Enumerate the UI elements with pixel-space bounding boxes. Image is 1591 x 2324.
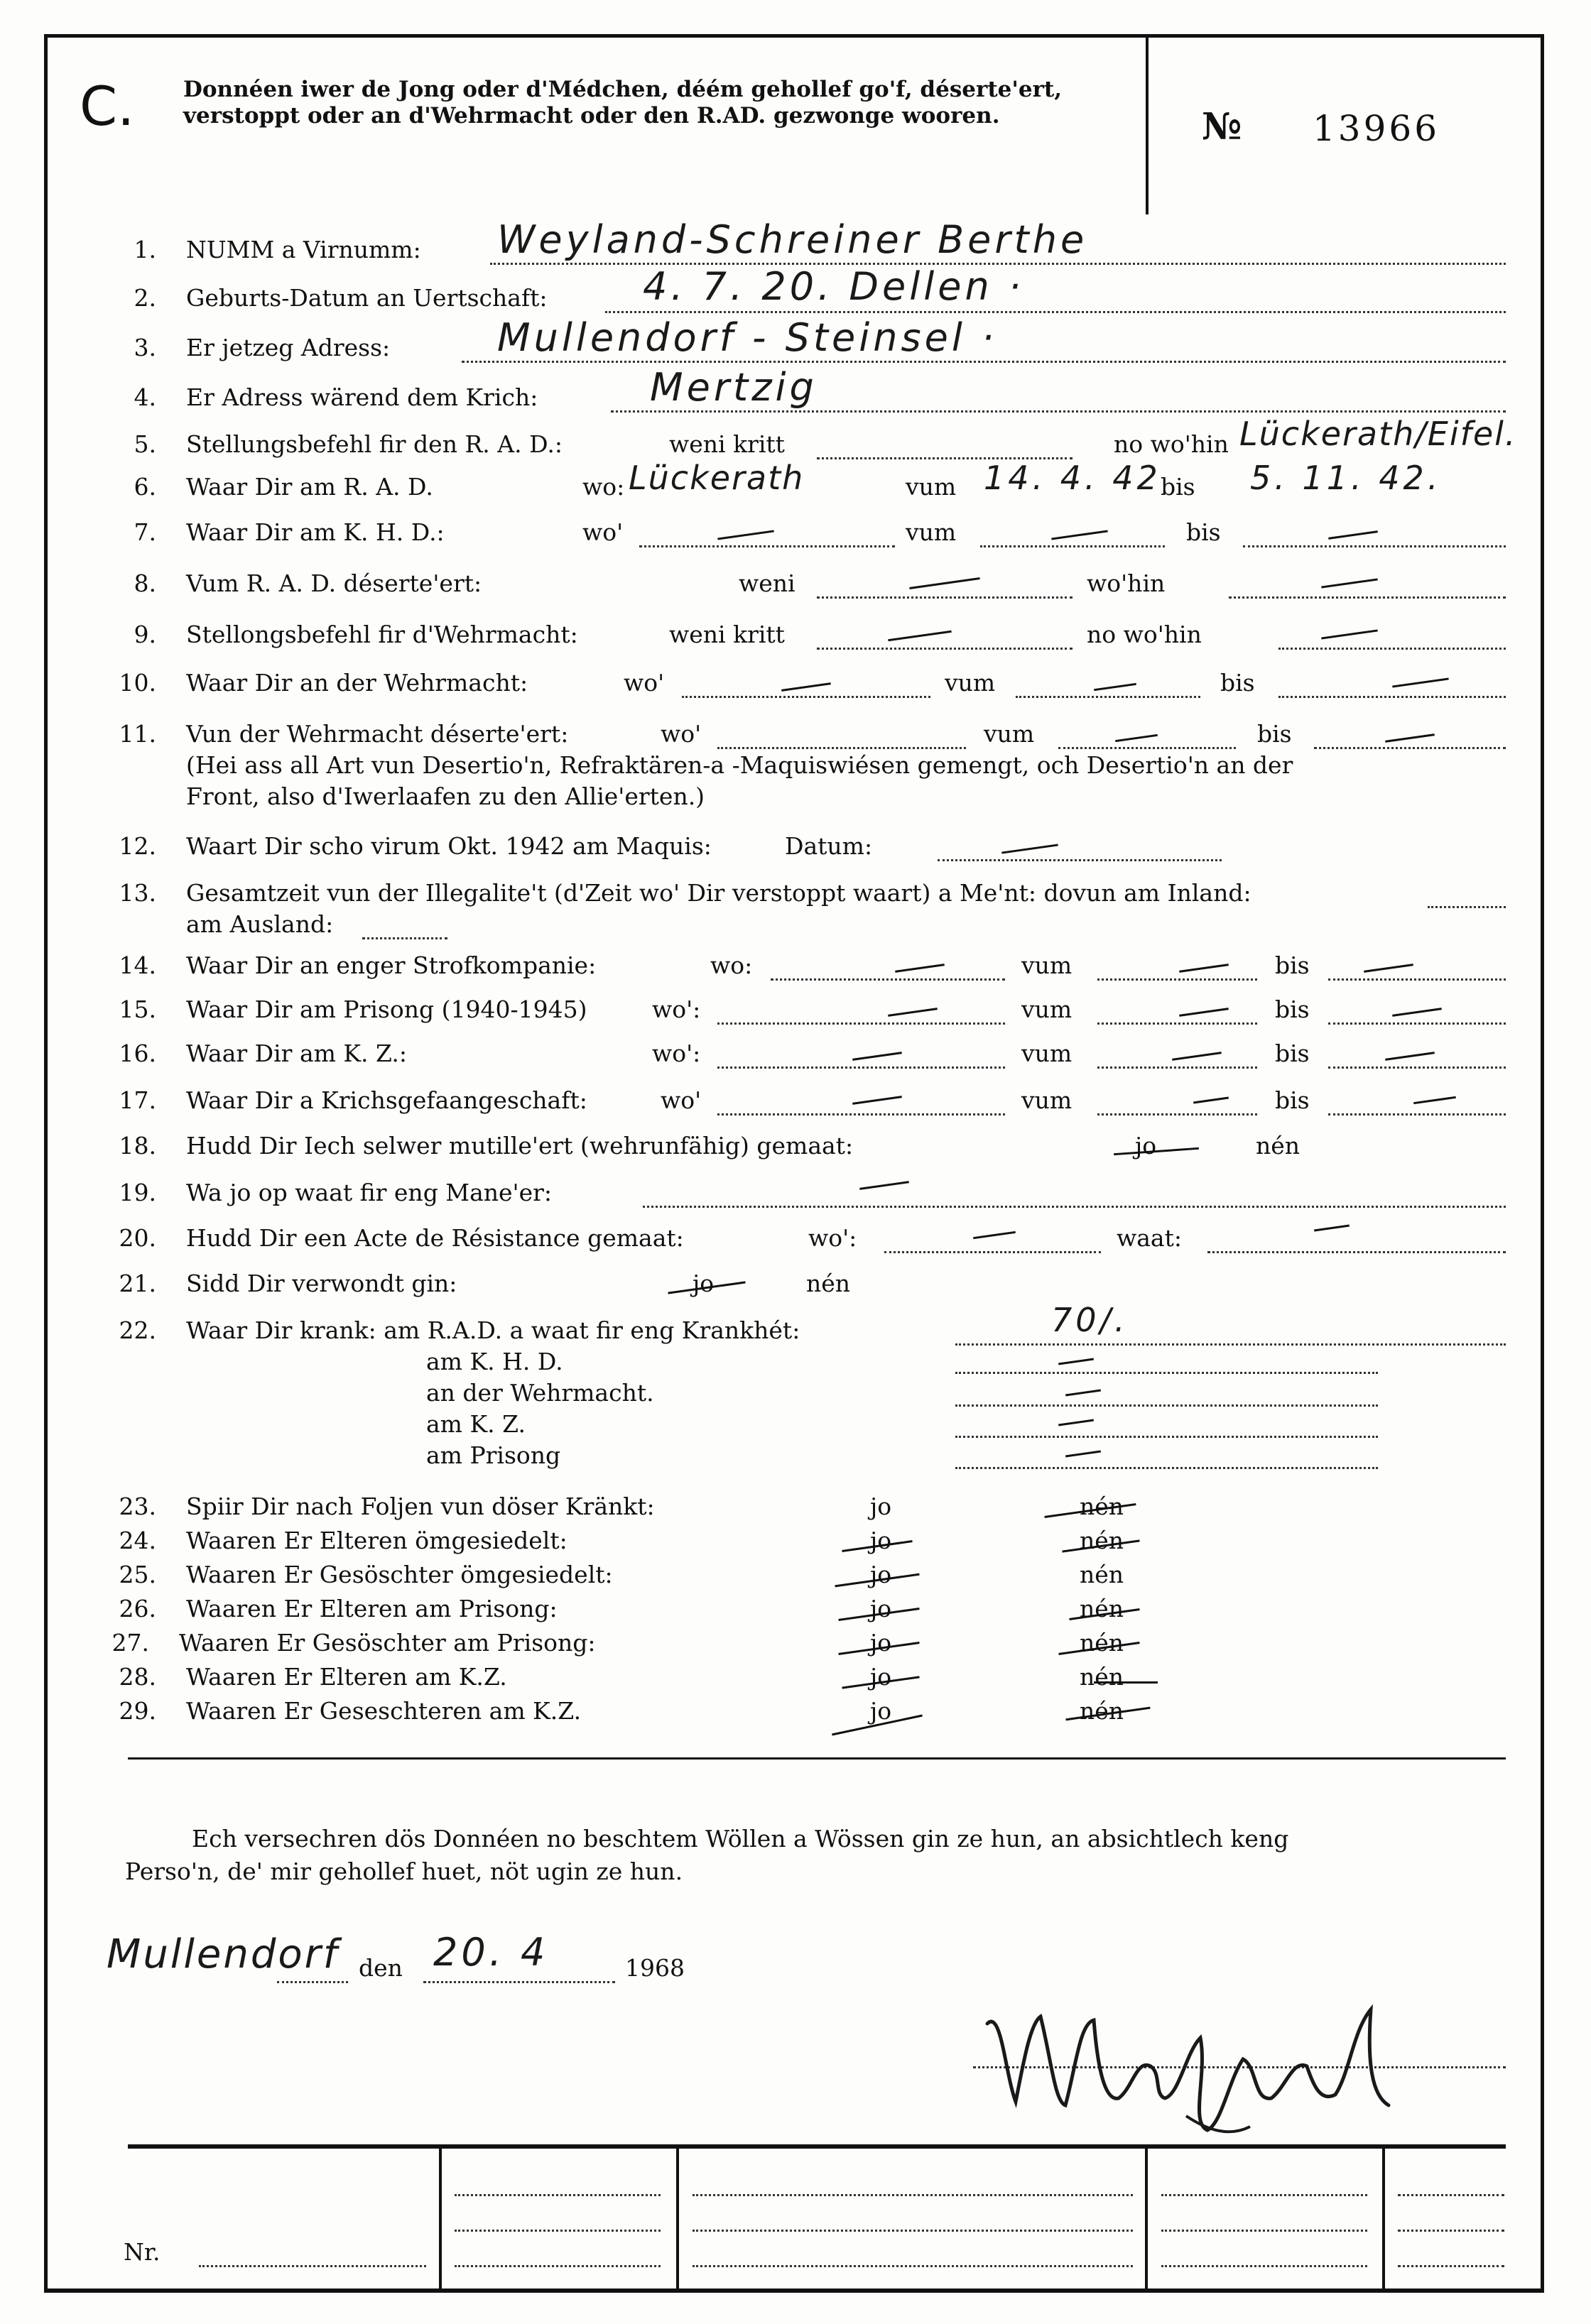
row-number: 3. [134, 334, 156, 361]
address-value[interactable]: Mullendorf - Steinsel · [497, 315, 998, 360]
jo-option[interactable]: jo [870, 1527, 892, 1554]
field-line [1229, 596, 1506, 599]
field-line [1097, 1022, 1257, 1025]
field-line [1097, 1066, 1257, 1069]
row-number: 14. [119, 951, 156, 979]
wo-label: wo': [652, 1040, 701, 1067]
footer-field [1398, 2230, 1504, 2232]
vum-label: vum [1021, 951, 1073, 979]
year-value: 1968 [625, 1954, 685, 1982]
weni-label: weni kritt [669, 430, 785, 458]
field-line [817, 648, 1073, 650]
field-line [1328, 1066, 1506, 1069]
label-elteren-omgesiedelt: Waaren Er Elteren ömgesiedelt: [186, 1527, 568, 1554]
wo-label: wo': [652, 995, 701, 1023]
sub-kz: am K. Z. [426, 1410, 526, 1438]
field-line [1328, 1113, 1506, 1115]
nen-option[interactable]: nén [1080, 1595, 1124, 1622]
wohin-value[interactable]: Lückerath/Eifel. [1239, 415, 1517, 453]
row-number: 13. [119, 879, 156, 907]
form-number: 13966 [1313, 108, 1440, 149]
wo-label: wo': [808, 1224, 857, 1252]
row-number: 29. [119, 1697, 156, 1725]
field-line [639, 545, 895, 547]
field-line [1328, 978, 1506, 981]
row-number: 20. [119, 1224, 156, 1252]
sub-prisong: am Prisong [426, 1441, 561, 1469]
row-number: 5. [134, 430, 156, 458]
field-line [362, 937, 447, 939]
label-rad: Waar Dir am R. A. D. [186, 473, 433, 501]
label-maquis: Waart Dir scho virum Okt. 1942 am Maquis: [186, 832, 712, 860]
label-krichsgefaang: Waar Dir a Krichsgefaangeschaft: [186, 1086, 587, 1114]
jo-option[interactable]: jo [1135, 1132, 1157, 1160]
footer-col-divider [676, 2144, 679, 2291]
nen-option[interactable]: nén [1080, 1663, 1124, 1691]
footer-bottom-rule [44, 2291, 1544, 2293]
label-khd: Waar Dir am K. H. D.: [186, 518, 445, 546]
jo-option[interactable]: jo [870, 1493, 892, 1520]
row-number: 22. [119, 1316, 156, 1344]
label-geschwester-kz: Waaren Er Geseschteren am K.Z. [186, 1697, 582, 1725]
nr-field[interactable] [199, 2265, 426, 2267]
row-number: 9. [134, 621, 156, 648]
label-wehrmacht-desert: Vun der Wehrmacht déserte'ert: [186, 720, 569, 748]
label-krank: Waar Dir krank: am R.A.D. a waat fir eng Krankhét: [186, 1316, 800, 1344]
note-line-2: Front, also d'Iwerlaafen zu den Allie'erten.) [186, 782, 705, 810]
wo-label: wo' [661, 1086, 702, 1114]
footer-field [455, 2194, 661, 2196]
label-elteren-prisong: Waaren Er Elteren am Prisong: [186, 1595, 558, 1622]
field-line [955, 1436, 1378, 1438]
field-line [717, 1113, 1005, 1115]
den-label: den [359, 1954, 403, 1982]
wohin-label: wo'hin [1087, 569, 1166, 597]
footer-col-divider [1145, 2144, 1148, 2291]
row-number: 17. [119, 1086, 156, 1114]
row-number: 27. [112, 1629, 149, 1657]
nen-option[interactable]: nén [1256, 1132, 1301, 1160]
field-line [955, 1372, 1378, 1374]
field-line [1097, 978, 1257, 981]
bis-label: bis [1275, 1086, 1310, 1114]
label-resistance: Hudd Dir een Acte de Résistance gemaat: [186, 1224, 684, 1252]
sub-khd: am K. H. D. [426, 1348, 563, 1375]
number-sign: № [1202, 105, 1242, 148]
field-line [955, 1404, 1378, 1407]
footer-field [1161, 2194, 1367, 2196]
bis-label: bis [1161, 473, 1195, 501]
row-number: 10. [119, 669, 156, 697]
jo-option[interactable]: jo [870, 1629, 892, 1657]
field-line [980, 545, 1165, 547]
field-line [682, 696, 930, 698]
field-line [1328, 1022, 1506, 1025]
footer-field [455, 2230, 661, 2232]
vum-label: vum [945, 669, 996, 697]
field-line [938, 859, 1222, 861]
footer-field [1161, 2230, 1367, 2232]
field-line [1097, 1113, 1257, 1115]
wohin-label: no wo'hin [1087, 621, 1202, 648]
bis-label: bis [1186, 518, 1221, 546]
label-wehrmacht-order: Stellongsbefehl fir d'Wehrmacht: [186, 621, 578, 648]
footer-col-divider [1382, 2144, 1385, 2291]
row-number: 7. [134, 518, 156, 546]
vum-value[interactable]: 14. 4. 42 [984, 459, 1161, 497]
row-number: 21. [119, 1270, 156, 1297]
weni-label: weni kritt [669, 621, 785, 648]
row-number: 28. [119, 1663, 156, 1691]
wo-value[interactable]: Lückerath [629, 459, 805, 497]
row-number: 1. [134, 236, 156, 263]
nr-label: Nr. [124, 2238, 161, 2266]
bis-label: bis [1275, 995, 1310, 1023]
wo-label: wo' [661, 720, 702, 748]
nen-option[interactable]: nén [1080, 1561, 1124, 1588]
field-line [717, 1066, 1005, 1069]
label-foljen: Spiir Dir nach Foljen vun döser Kränkt: [186, 1493, 655, 1520]
wo-label: wo: [582, 473, 625, 501]
row-number: 6. [134, 473, 156, 501]
field-line [717, 747, 966, 749]
label-kz: Waar Dir am K. Z.: [186, 1040, 407, 1067]
vum-label: vum [984, 720, 1035, 748]
row-number: 2. [134, 284, 156, 312]
field-line [1058, 747, 1236, 749]
label-war-address: Er Adress wärend dem Krich: [186, 383, 538, 411]
field-line [1428, 906, 1506, 908]
footer-field [1161, 2265, 1367, 2267]
nen-option[interactable]: nén [806, 1270, 851, 1297]
bis-label: bis [1275, 1040, 1310, 1067]
vum-label: vum [906, 473, 957, 501]
label-maneier: Wa jo op waat fir eng Mane'er: [186, 1179, 553, 1206]
footer-field [693, 2194, 1133, 2196]
bis-label: bis [1257, 720, 1292, 748]
form-title: Donnéen iwer de Jong oder d'Médchen, déém gehollef go'f, déserte'ert, verstoppt oder an d'Wehrmacht oder den R.AD. gezwonge wooren. [183, 77, 1063, 129]
birth-value[interactable]: 4. 7. 20. Dellen · [643, 264, 1025, 309]
bis-label: bis [1220, 669, 1255, 697]
field-line [884, 1251, 1101, 1253]
bis-label: bis [1275, 951, 1310, 979]
jo-option[interactable]: jo [870, 1595, 892, 1622]
waat-label: waat: [1117, 1224, 1182, 1252]
field-line [1016, 696, 1200, 698]
field-line [1278, 648, 1506, 650]
label-verwondt: Sidd Dir verwondt gin: [186, 1270, 457, 1297]
field-line [1207, 1251, 1506, 1253]
section-letter: C. [80, 75, 135, 138]
field-line [1314, 747, 1506, 749]
row-number: 4. [134, 383, 156, 411]
footer-field [455, 2265, 661, 2267]
label-address: Er jetzeg Adress: [186, 334, 391, 361]
label-rad-order: Stellungsbefehl fir den R. A. D.: [186, 430, 563, 458]
footer-field [1398, 2194, 1504, 2196]
field-line [717, 1022, 1005, 1025]
field-line [771, 978, 1005, 981]
war-address-value[interactable]: Mertzig [650, 365, 818, 410]
footer-field [1398, 2265, 1504, 2267]
field-line [1278, 696, 1506, 698]
nen-option[interactable]: nén [1080, 1697, 1124, 1725]
header-divider [1146, 37, 1149, 214]
strike-mark [1094, 1681, 1158, 1684]
bis-value[interactable]: 5. 11. 42. [1250, 459, 1442, 497]
field-line [955, 1343, 1506, 1346]
field-line [817, 596, 1073, 599]
krank-value[interactable]: 70/. [1051, 1301, 1129, 1339]
wo-label: wo' [582, 518, 624, 546]
footer-top-rule [128, 2144, 1506, 2149]
place-value[interactable]: Mullendorf [107, 1931, 340, 1977]
note-line-1: (Hei ass all Art vun Desertio'n, Refraktären-a -Maquiswiésen gemengt, och Desertio'n an der [186, 751, 1293, 779]
field-line [277, 1981, 348, 1983]
row-number: 26. [119, 1595, 156, 1622]
ausland-label: am Ausland: [186, 910, 334, 938]
row-number: 23. [119, 1493, 156, 1520]
sub-wehrmacht: an der Wehrmacht. [426, 1379, 654, 1407]
declaration-line-1: Ech versechren dös Donnéen no beschtem Wöllen a Wössen gin ze hun, an absichtlech keng [192, 1825, 1289, 1853]
row-number: 18. [119, 1132, 156, 1160]
jo-option[interactable]: jo [870, 1697, 892, 1725]
wo-label: wo' [624, 669, 665, 697]
jo-option[interactable]: jo [870, 1663, 892, 1691]
wo-label: wo: [710, 951, 753, 979]
jo-option[interactable]: jo [693, 1270, 715, 1297]
label-wehrmacht: Waar Dir an der Wehrmacht: [186, 669, 528, 697]
weni-label: weni [739, 569, 796, 597]
datum-label: Datum: [785, 832, 873, 860]
field-line [605, 311, 1506, 313]
signature-image [973, 1981, 1413, 2144]
row-number: 19. [119, 1179, 156, 1206]
footer-col-divider [439, 2144, 442, 2291]
row-number: 12. [119, 832, 156, 860]
label-strofkompanie: Waar Dir an enger Strofkompanie: [186, 951, 597, 979]
row-number: 8. [134, 569, 156, 597]
label-prisong: Waar Dir am Prisong (1940-1945) [186, 995, 587, 1023]
row-number: 16. [119, 1040, 156, 1067]
field-line [611, 410, 1506, 413]
field-line [462, 361, 1506, 363]
footer-field [693, 2230, 1133, 2232]
nen-option[interactable]: nén [1080, 1629, 1124, 1657]
row-number: 25. [119, 1561, 156, 1588]
label-rad-desert: Vum R. A. D. déserte'ert: [186, 569, 482, 597]
row-number: 24. [119, 1527, 156, 1554]
field-line [955, 1467, 1378, 1469]
label-geschwester-omgesiedelt: Waaren Er Gesöschter ömgesiedelt: [186, 1561, 613, 1588]
label-name: NUMM a Virnumm: [186, 236, 421, 263]
declaration-line-2: Perso'n, de' mir gehollef huet, nöt ugin ze hun. [125, 1857, 683, 1885]
date-value[interactable]: 20. 4 [433, 1930, 549, 1975]
label-elteren-kz: Waaren Er Elteren am K.Z. [186, 1663, 507, 1691]
row-number: 11. [119, 720, 156, 748]
vum-label: vum [906, 518, 957, 546]
label-geschwester-prisong: Waaren Er Gesöschter am Prisong: [179, 1629, 596, 1657]
wohin-label: no wo'hin [1114, 430, 1229, 458]
name-value[interactable]: Weyland-Schreiner Berthe [497, 217, 1088, 262]
label-birth: Geburts-Datum an Uertschaft: [186, 284, 548, 312]
field-line [1243, 545, 1506, 547]
vum-label: vum [1021, 995, 1073, 1023]
vum-label: vum [1021, 1086, 1073, 1114]
row-number: 15. [119, 995, 156, 1023]
field-line [643, 1206, 1506, 1208]
label-illegality: Gesamtzeit vun der Illegalite't (d'Zeit wo' Dir verstoppt waart) a Me'nt: dovun am Inland: [186, 879, 1251, 907]
footer-field [693, 2265, 1133, 2267]
field-line [423, 1981, 615, 1983]
label-mutileiert: Hudd Dir Iech selwer mutille'ert (wehrunfähig) gemaat: [186, 1132, 854, 1160]
nen-option[interactable]: nén [1080, 1493, 1124, 1520]
jo-option[interactable]: jo [870, 1561, 892, 1588]
section-divider [128, 1757, 1506, 1760]
vum-label: vum [1021, 1040, 1073, 1067]
nen-option[interactable]: nén [1080, 1527, 1124, 1554]
